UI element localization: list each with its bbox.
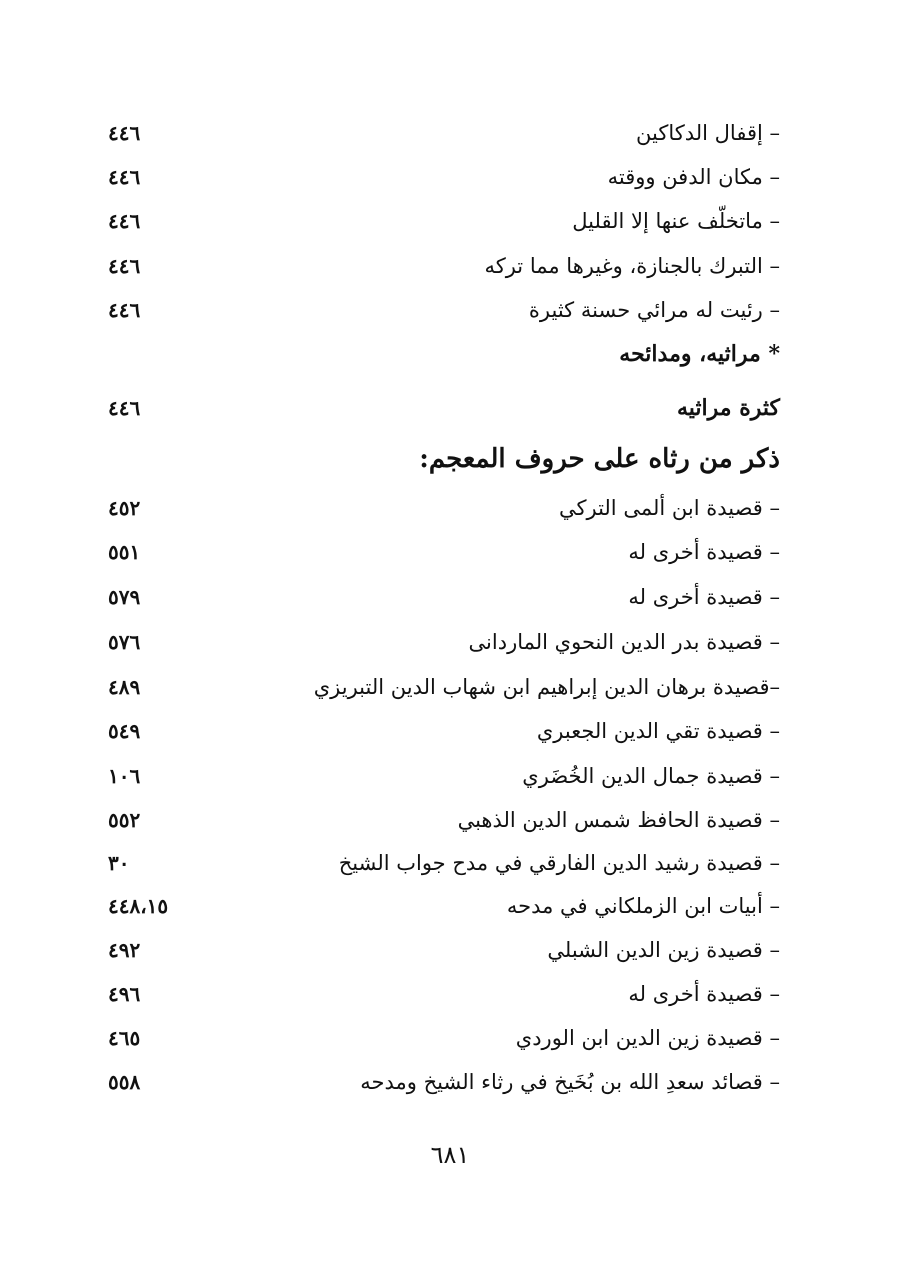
index-page-reference: ٤٤٦ [108,165,141,189]
index-entry-text: – مكان الدفن ووقته [607,165,780,189]
section-heading-row [100,439,780,479]
index-page-reference: ٤٤٦ [108,254,141,278]
index-entry-row [100,667,780,707]
index-page-reference: ٤٤٨،١٥ [108,894,169,918]
index-entry-row [100,1018,780,1058]
index-page-reference: ٥٥٢ [108,808,141,832]
section-heading-text: ذكر من رثاه على حروف المعجم: [419,444,780,474]
index-page-reference: ٥٧٩ [108,585,141,609]
index-page-reference: ٤٦٥ [108,1026,141,1050]
section-heading-row [100,334,780,374]
index-entry-row [100,488,780,528]
index-entry-row [100,113,780,153]
index-page-reference: ٥٥٨ [108,1070,141,1094]
index-page-reference: ٤٤٦ [108,121,141,145]
index-entry-text: – قصيدة زين الدين ابن الوردي [515,1026,780,1050]
index-entry-row [100,532,780,572]
index-entry-text: –قصيدة برهان الدين إبراهيم ابن شهاب الدين التبريزي [313,675,780,699]
index-page-reference: ٥٥١ [108,540,141,564]
section-heading-row [100,388,780,428]
section-heading-text: كثرة مراثيه [676,395,780,421]
index-entry-text: – قصيدة ابن ألمى التركي [558,496,780,520]
index-entry-text: – قصيدة زين الدين الشبلي [547,938,780,962]
index-page-reference: ١٠٦ [108,764,141,788]
index-entry-text: – أبيات ابن الزملكاني في مدحه [506,894,780,918]
index-entry-row [100,577,780,617]
index-entry-row [100,157,780,197]
index-page-reference: ٥٧٦ [108,630,141,654]
index-entry-text: – قصيدة أخرى له [628,982,780,1006]
index-entry-text: – قصيدة بدر الدين النحوي الماردانى [468,630,780,654]
index-entry-row [100,622,780,662]
index-page-reference: ٤٩٢ [108,938,141,962]
index-entry-text: – قصيدة تقي الدين الجعبري [536,719,780,743]
index-entry-row [100,930,780,970]
index-page-reference: ٤٩٦ [108,982,141,1006]
index-entry-row [100,1062,780,1102]
index-entry-row [100,756,780,796]
index-entry-row [100,246,780,286]
index-entry-text: – رئيت له مرائي حسنة كثيرة [528,298,780,322]
index-entry-row [100,886,780,926]
index-entry-text: – التبرك بالجنازة، وغيرها مما تركه [484,254,780,278]
index-page-reference: ٤٤٦ [108,298,141,322]
index-entry-row [100,201,780,241]
index-entry-text: – قصيدة جمال الدين الخُضَري [522,764,780,788]
index-page-reference: ٤٤٦ [108,396,141,420]
index-page-reference: ٤٥٢ [108,496,141,520]
index-entry-text: – قصيدة الحافظ شمس الدين الذهبي [457,808,780,832]
index-page-reference: ٤٤٦ [108,209,141,233]
index-entry-text: – قصائد سعدِ الله بن بُخَيخ في رثاء الشيخ ومدحه [360,1070,780,1094]
index-entry-text: – ماتخلّف عنها إلا القليل [572,209,780,233]
index-page-reference: ٣٠ [108,851,130,875]
index-page-reference: ٥٤٩ [108,719,141,743]
page-folio-number: ٦٨١ [430,1141,470,1169]
section-heading-text: * مراثيه، ومدائحه [619,341,780,367]
index-entry-text: – قصيدة رشيد الدين الفارقي في مدح جواب الشيخ [338,851,780,875]
index-entry-row [100,711,780,751]
index-page-reference: ٤٨٩ [108,675,141,699]
index-entry-text: – قصيدة أخرى له [628,585,780,609]
index-entry-row [100,843,780,883]
index-entry-row [100,974,780,1014]
index-entry-text: – قصيدة أخرى له [628,540,780,564]
index-entry-row [100,800,780,840]
index-entry-row [100,290,780,330]
index-entry-text: – إقفال الدكاكين [636,121,780,145]
